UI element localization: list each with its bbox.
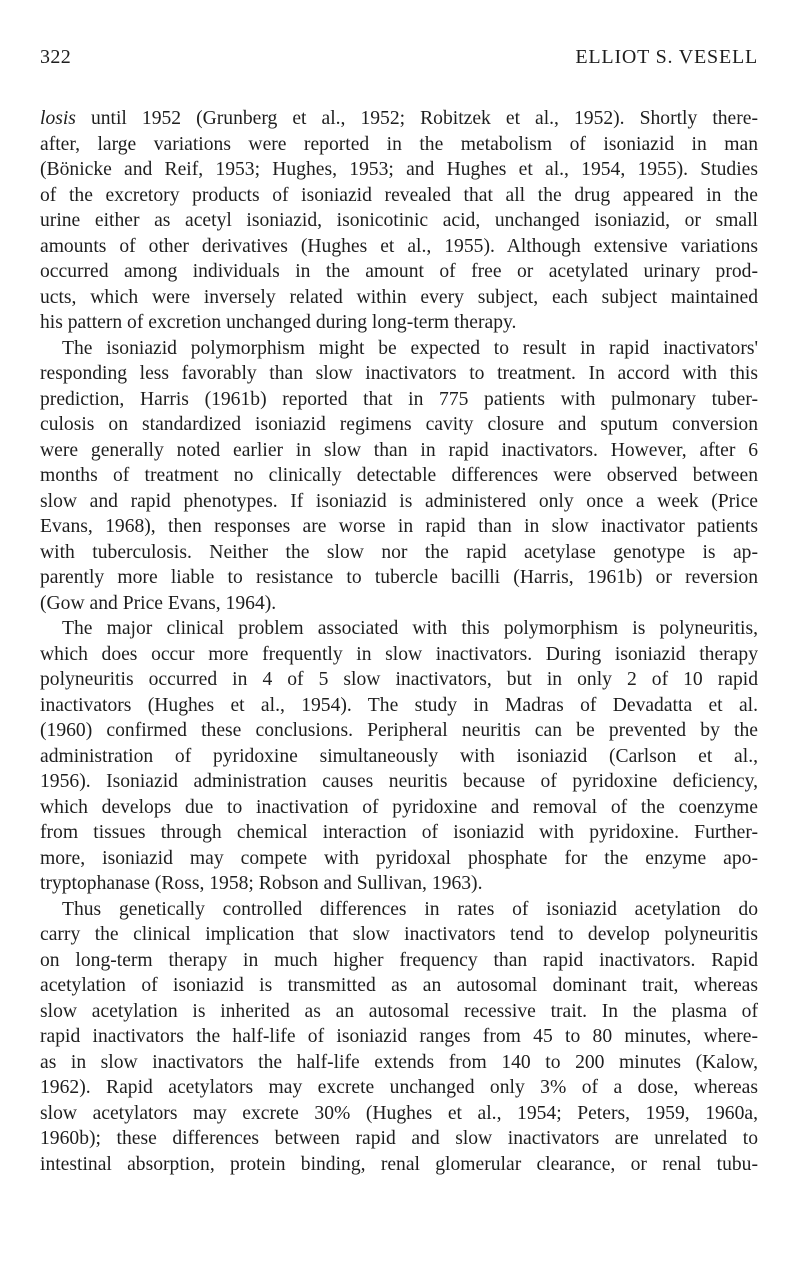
line-text: months of treatment no clinically detectable differences were observed between [40,465,758,486]
line-text: The isoniazid polymorphism might be expected to result in rapid inactivators' [62,337,758,359]
line-text: slow acetylation is inherited as an autosomal recessive trait. In the plasma of [40,1000,758,1022]
line-text: 1956). Isoniazid administration causes neuritis because of pyridoxine deficiency, [40,771,758,792]
text-line [40,463,758,489]
text-line [40,387,758,413]
line-text: slow acetylators may excrete 30% (Hughes et al., 1954; Peters, 1959, 1960a, [40,1102,758,1124]
line-text: urine either as acetyl isoniazid, isonicotinic acid, unchanged isoniazid, or small [40,210,758,231]
text-line [40,871,758,897]
text-line [40,208,758,234]
text-line [40,157,758,183]
line-text: (Gow and Price Evans, 1964). [40,592,277,614]
line-text: until 1952 (Grunberg et al., 1952; Robitzek et al., 1952). Shortly there- [75,108,758,129]
line-text: culosis on standardized isoniazid regimens cavity closure and sputum conversion [40,414,758,435]
text-line [40,106,758,132]
italic-word: losis [40,108,76,129]
text-line [40,1050,758,1076]
line-text: (1960) confirmed these conclusions. Peripheral neuritis can be prevented by the [40,720,758,741]
text-line [40,973,758,999]
line-text: tryptophanase (Ross, 1958; Robson and Sullivan, 1963). [40,873,483,894]
text-line [40,1126,758,1152]
text-line [40,259,758,285]
text-line [40,361,758,387]
line-text: were generally noted earlier in slow than in rapid inactivators. However, after 6 [40,439,758,461]
line-text: which does occur more frequently in slow inactivators. During isoniazid therapy [40,643,758,665]
line-text: prediction, Harris (1961b) reported that in 775 patients with pulmonary tuber- [40,388,758,410]
line-text: inactivators (Hughes et al., 1954). The study in Madras of Devadatta et al. [40,694,758,716]
text-line [40,642,758,668]
line-text: responding less favorably than slow inactivators to treatment. In accord with this [40,363,758,384]
text-line [40,412,758,438]
line-text: ucts, which were inversely related within every subject, each subject maintained [40,286,758,308]
running-head: ELLIOT S. VESELL [575,46,758,68]
line-text: rapid inactivators the half-life of isoniazid ranges from 45 to 80 minutes, where- [40,1026,758,1047]
text-line [40,234,758,260]
text-line [40,897,758,923]
line-text: 1960b); these differences between rapid and slow inactivators are unrelated to [40,1128,758,1149]
line-text: slow and rapid phenotypes. If isoniazid is administered only once a week (Price [40,490,758,512]
text-line [40,310,758,336]
text-line [40,999,758,1025]
text-line [40,667,758,693]
line-text: occurred among individuals in the amount of free or acetylated urinary prod- [40,261,758,282]
line-text: 1962). Rapid acetylators may excrete unchanged only 3% of a dose, whereas [40,1077,758,1098]
paragraph [40,616,758,897]
text-line [40,285,758,311]
line-text: administration of pyridoxine simultaneously with isoniazid (Carlson et al., [40,745,758,767]
line-text: Thus genetically controlled differences in rates of isoniazid acetylation do [62,898,758,920]
line-text: polyneuritis occurred in 4 of 5 slow inactivators, but in only 2 of 10 rapid [40,669,758,690]
text-line [40,591,758,617]
text-line [40,489,758,515]
text-line [40,438,758,464]
line-text: after, large variations were reported in the metabolism of isoniazid in man [40,133,758,155]
text-line [40,1024,758,1050]
body-text [40,106,758,1177]
text-line [40,693,758,719]
text-line [40,565,758,591]
page-header [40,46,758,76]
paragraph [40,106,758,336]
line-text: parently more liable to resistance to tubercle bacilli (Harris, 1961b) or reversion [40,567,758,588]
page-number: 322 [40,46,72,68]
text-line [40,795,758,821]
line-text: as in slow inactivators the half-life extends from 140 to 200 minutes (Kalow, [40,1051,758,1073]
text-line [40,1075,758,1101]
text-line [40,1101,758,1127]
paragraph [40,897,758,1178]
text-line [40,846,758,872]
line-text: of the excretory products of isoniazid revealed that all the drug appeared in the [40,184,758,206]
line-text: amounts of other derivatives (Hughes et al., 1955). Although extensive variations [40,235,758,257]
text-line [40,514,758,540]
text-line [40,820,758,846]
line-text: Evans, 1968), then responses are worse in rapid than in slow inactivator patients [40,516,758,537]
line-text: (Bönicke and Reif, 1953; Hughes, 1953; and Hughes et al., 1954, 1955). Studies [40,159,758,180]
line-text: The major clinical problem associated with this polymorphism is polyneuritis, [62,618,758,639]
line-text: carry the clinical implication that slow inactivators tend to develop polyneuritis [40,924,758,945]
line-text: with tuberculosis. Neither the slow nor the rapid acetylase genotype is ap- [40,541,758,563]
line-text: acetylation of isoniazid is transmitted as an autosomal dominant trait, whereas [40,975,758,996]
text-line [40,718,758,744]
text-line [40,744,758,770]
text-line [40,922,758,948]
line-text: more, isoniazid may compete with pyridoxal phosphate for the enzyme apo- [40,847,758,869]
text-line [40,616,758,642]
paragraph [40,336,758,617]
line-text: which develops due to inactivation of pyridoxine and removal of the coenzyme [40,796,758,818]
text-line [40,183,758,209]
line-text: intestinal absorption, protein binding, renal glomerular clearance, or renal tubu- [40,1153,758,1175]
text-line [40,948,758,974]
line-text: from tissues through chemical interaction of isoniazid with pyridoxine. Further- [40,822,758,843]
text-line [40,132,758,158]
line-text: on long-term therapy in much higher frequency than rapid inactivators. Rapid [40,949,758,971]
text-line [40,769,758,795]
line-text: his pattern of excretion unchanged during long-term therapy. [40,312,517,333]
text-line [40,540,758,566]
text-line [40,336,758,362]
text-line [40,1152,758,1178]
